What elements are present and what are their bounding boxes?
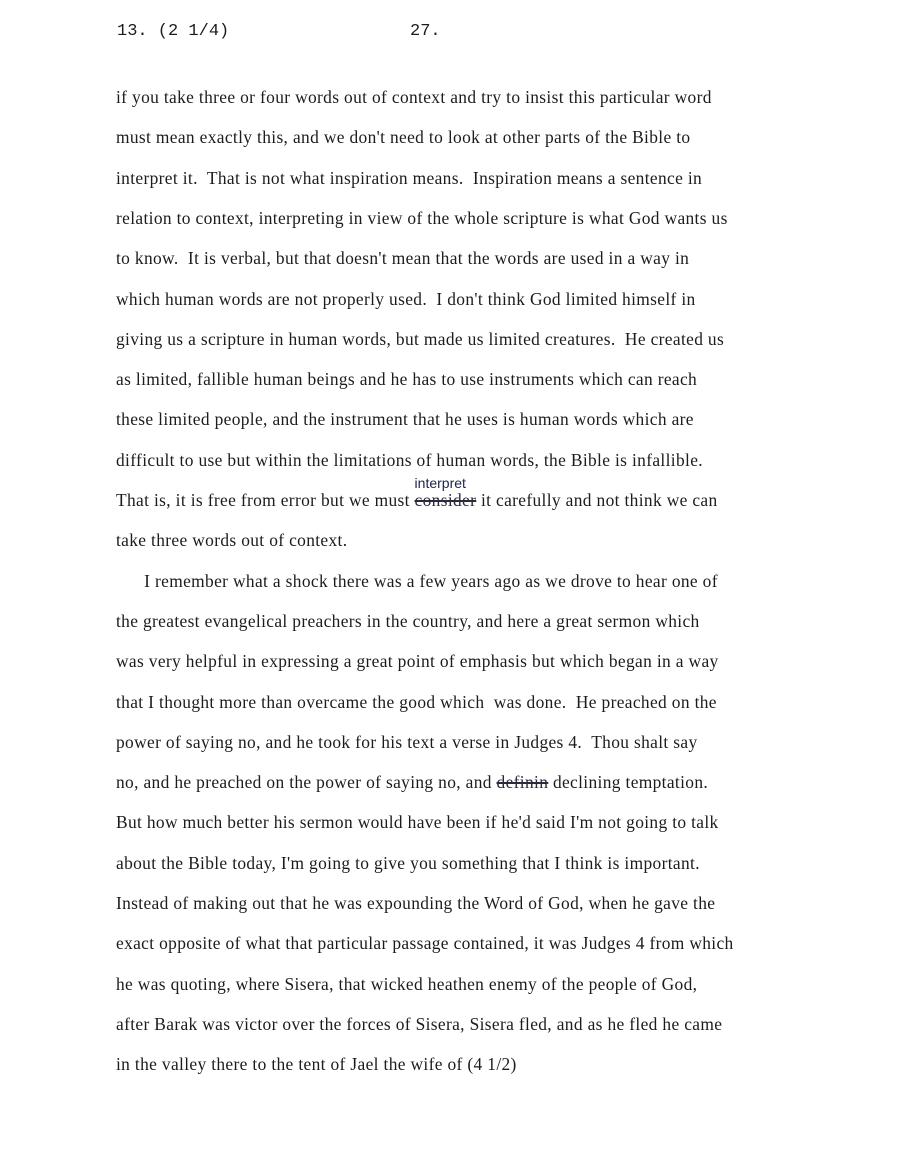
line-text-after: declining temptation. <box>548 772 709 793</box>
text-line: after Barak was victor over the forces of Sisera, Sisera fled, and as he fled he came <box>116 1013 723 1034</box>
text-line: he was quoting, where Sisera, that wicked heathen enemy of the people of God, <box>116 973 698 994</box>
line-text-before: That is, it is free from error but we must <box>116 490 415 510</box>
text-line: was very helpful in expressing a great point of emphasis but which began in a way <box>116 651 719 672</box>
text-line: power of saying no, and he took for his text a verse in Judges 4. Thou shalt say <box>116 731 698 752</box>
page-number: 27. <box>410 22 441 41</box>
text-line: relation to context, interpreting in view of the whole scripture is what God wants us <box>116 207 728 228</box>
text-line: that I thought more than overcame the good which was done. He preached on the <box>116 691 717 712</box>
struck-word <box>497 772 549 792</box>
text-line: difficult to use but within the limitations of human words, the Bible is infallible. <box>116 449 703 470</box>
struck-word-text: definin <box>496 772 549 793</box>
struck-word-text: consider <box>414 490 477 510</box>
text-line: these limited people, and the instrument that he uses is human words which are <box>116 409 694 430</box>
text-line: giving us a scripture in human words, but made us limited creatures. He created us <box>116 328 725 349</box>
text-line: I remember what a shock there was a few years ago as we drove to hear one of <box>116 570 718 591</box>
section-marker: 13. (2 1/4) <box>117 22 230 41</box>
text-line: which human words are not properly used. I don't think God limited himself in <box>116 288 696 309</box>
text-line: to know. It is verbal, but that doesn't mean that the words are used in a way in <box>116 248 690 269</box>
text-line: in the valley there to the tent of Jael the wife of (4 1/2) <box>116 1054 517 1075</box>
text-line <box>116 772 708 793</box>
text-line: take three words out of context. <box>116 530 348 551</box>
text-line: the greatest evangelical preachers in the country, and here a great sermon which <box>116 610 700 631</box>
line-text-after: it carefully and not think we can <box>476 490 718 510</box>
handwritten-insertion: interpret <box>414 475 466 491</box>
text-line: But how much better his sermon would have been if he'd said I'm not going to talk <box>116 812 719 833</box>
text-line: interpret it. That is not what inspiration means. Inspiration means a sentence in <box>116 167 703 188</box>
text-line: about the Bible today, I'm going to give you something that I think is important. <box>116 852 700 873</box>
struck-word <box>414 475 477 510</box>
text-line: exact opposite of what that particular passage contained, it was Judges 4 from which <box>116 933 734 954</box>
text-line: as limited, fallible human beings and he has to use instruments which can reach <box>116 369 698 390</box>
text-line: if you take three or four words out of context and try to insist this particular word <box>116 87 712 107</box>
line-text-before: no, and he preached on the power of saying no, and <box>116 772 497 793</box>
text-line: Instead of making out that he was expounding the Word of God, when he gave the <box>116 893 716 913</box>
text-line <box>116 475 718 511</box>
text-line: must mean exactly this, and we don't need to look at other parts of the Bible to <box>116 127 691 148</box>
